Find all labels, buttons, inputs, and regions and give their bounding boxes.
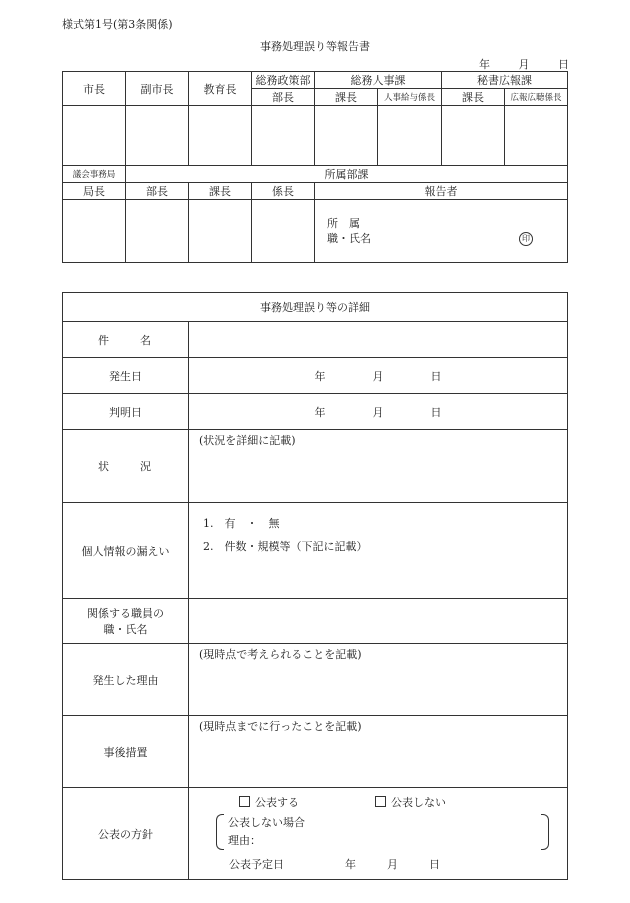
education-chief-stamp-cell[interactable] [189,106,252,166]
policy-dept-head-header: 部長 [252,89,315,106]
seal-mark: 印 [519,232,533,246]
measures-label: 事後措置 [63,716,189,788]
subject-label: 件 名 [63,322,189,358]
policy-dept-header: 総務政策部 [252,72,315,89]
discovery-day: 日 [430,405,442,419]
related-staff-label [63,599,189,644]
pr-chief-stamp-cell[interactable] [505,106,568,166]
date-year: 年 [479,58,490,71]
privacy-leak-label: 個人情報の漏えい [63,503,189,599]
cause-label: 発生した理由 [63,644,189,716]
cause-field[interactable] [189,644,568,716]
pr-div-head-header: 課長 [442,89,505,106]
hr-salary-chief-stamp-cell[interactable] [378,106,442,166]
report-date [479,56,569,72]
hr-div-head-stamp-cell[interactable] [315,106,378,166]
related-staff-field[interactable] [189,599,568,644]
reporter-header: 報告者 [315,183,568,200]
date-month: 月 [518,58,530,71]
situation-label: 状 況 [63,430,189,503]
scheduled-month: 月 [387,858,398,871]
discovery-date-label: 判明日 [63,394,189,430]
div-head-stamp-cell[interactable] [189,200,252,263]
publish-yes-option[interactable] [239,794,375,810]
related-staff-label-line1: 関係する職員の [87,607,164,620]
vice-mayor-header: 副市長 [126,72,189,106]
date-day: 日 [558,58,569,71]
non-publish-reason-label[interactable]: 理由： [228,834,261,847]
reporter-cell[interactable] [315,200,568,263]
scheduled-date-label: 公表予定日 [229,858,284,871]
occurrence-day: 日 [430,369,442,383]
section-chief-header: 係長 [252,183,315,200]
measures-note: (現時点までに行ったことを記載) [199,720,362,733]
scheduled-publish-date[interactable] [189,850,567,872]
related-staff-label-line2: 職・氏名 [103,623,148,636]
publish-yes-label: 公表する [255,796,299,809]
hr-div-head-header: 課長 [315,89,378,106]
hr-div-header: 総務人事課 [315,72,442,89]
hr-salary-chief-header: 人事給与係長 [378,89,442,106]
position-name-label: 職・氏名 [327,232,371,245]
details-table [62,292,568,880]
details-section-title: 事務処理誤り等の詳細 [63,293,568,322]
bureau-head-stamp-cell[interactable] [63,200,126,263]
subject-field[interactable] [189,322,568,358]
occurrence-date-field[interactable] [189,358,568,394]
section-chief-stamp-cell[interactable] [252,200,315,263]
discovery-year: 年 [314,405,326,419]
affiliated-div-header: 所属部課 [126,166,568,183]
occurrence-year: 年 [314,369,326,383]
cause-note: (現時点で考えられることを記載) [199,648,362,661]
dept-head-header: 部長 [126,183,189,200]
non-publish-case-label: 公表しない場合 [228,816,305,829]
situation-note: (状況を詳細に記載) [199,434,296,447]
dept-head-stamp-cell[interactable] [126,200,189,263]
pr-div-header: 秘書広報課 [442,72,568,89]
publish-yes-checkbox[interactable] [239,796,250,807]
privacy-leak-field[interactable] [189,503,568,599]
pr-div-head-stamp-cell[interactable] [442,106,505,166]
publish-no-option[interactable] [375,794,446,810]
affiliation-label: 所 属 [327,217,360,230]
occurrence-date-label: 発生日 [63,358,189,394]
non-publish-bracket [216,814,549,850]
measures-field[interactable] [189,716,568,788]
mayor-stamp-cell[interactable] [63,106,126,166]
privacy-option-2[interactable]: 2. 件数・規模等（下記に記載） [203,540,368,553]
mayor-header: 市長 [63,72,126,106]
vice-mayor-stamp-cell[interactable] [126,106,189,166]
privacy-option-1[interactable]: 1. 有 ・ 無 [203,517,280,530]
scheduled-year: 年 [345,858,356,871]
approval-table [62,71,568,263]
council-office-header: 議会事務局 [63,166,126,183]
publish-no-label: 公表しない [391,796,446,809]
discovery-month: 月 [372,405,384,419]
discovery-date-field[interactable] [189,394,568,430]
policy-dept-head-stamp-cell[interactable] [252,106,315,166]
publish-policy-label: 公表の方針 [63,788,189,880]
occurrence-month: 月 [372,369,384,383]
education-chief-header: 教育長 [189,72,252,106]
form-number-label: 様式第1号(第3条関係) [62,18,173,31]
bureau-head-header: 局長 [63,183,126,200]
publish-no-checkbox[interactable] [375,796,386,807]
scheduled-day: 日 [429,858,440,871]
div-head-header: 課長 [189,183,252,200]
pr-chief-header: 広報広聴係長 [505,89,568,106]
situation-field[interactable] [189,430,568,503]
publish-policy-field[interactable] [189,788,568,880]
document-title: 事務処理誤り等報告書 [260,40,370,53]
